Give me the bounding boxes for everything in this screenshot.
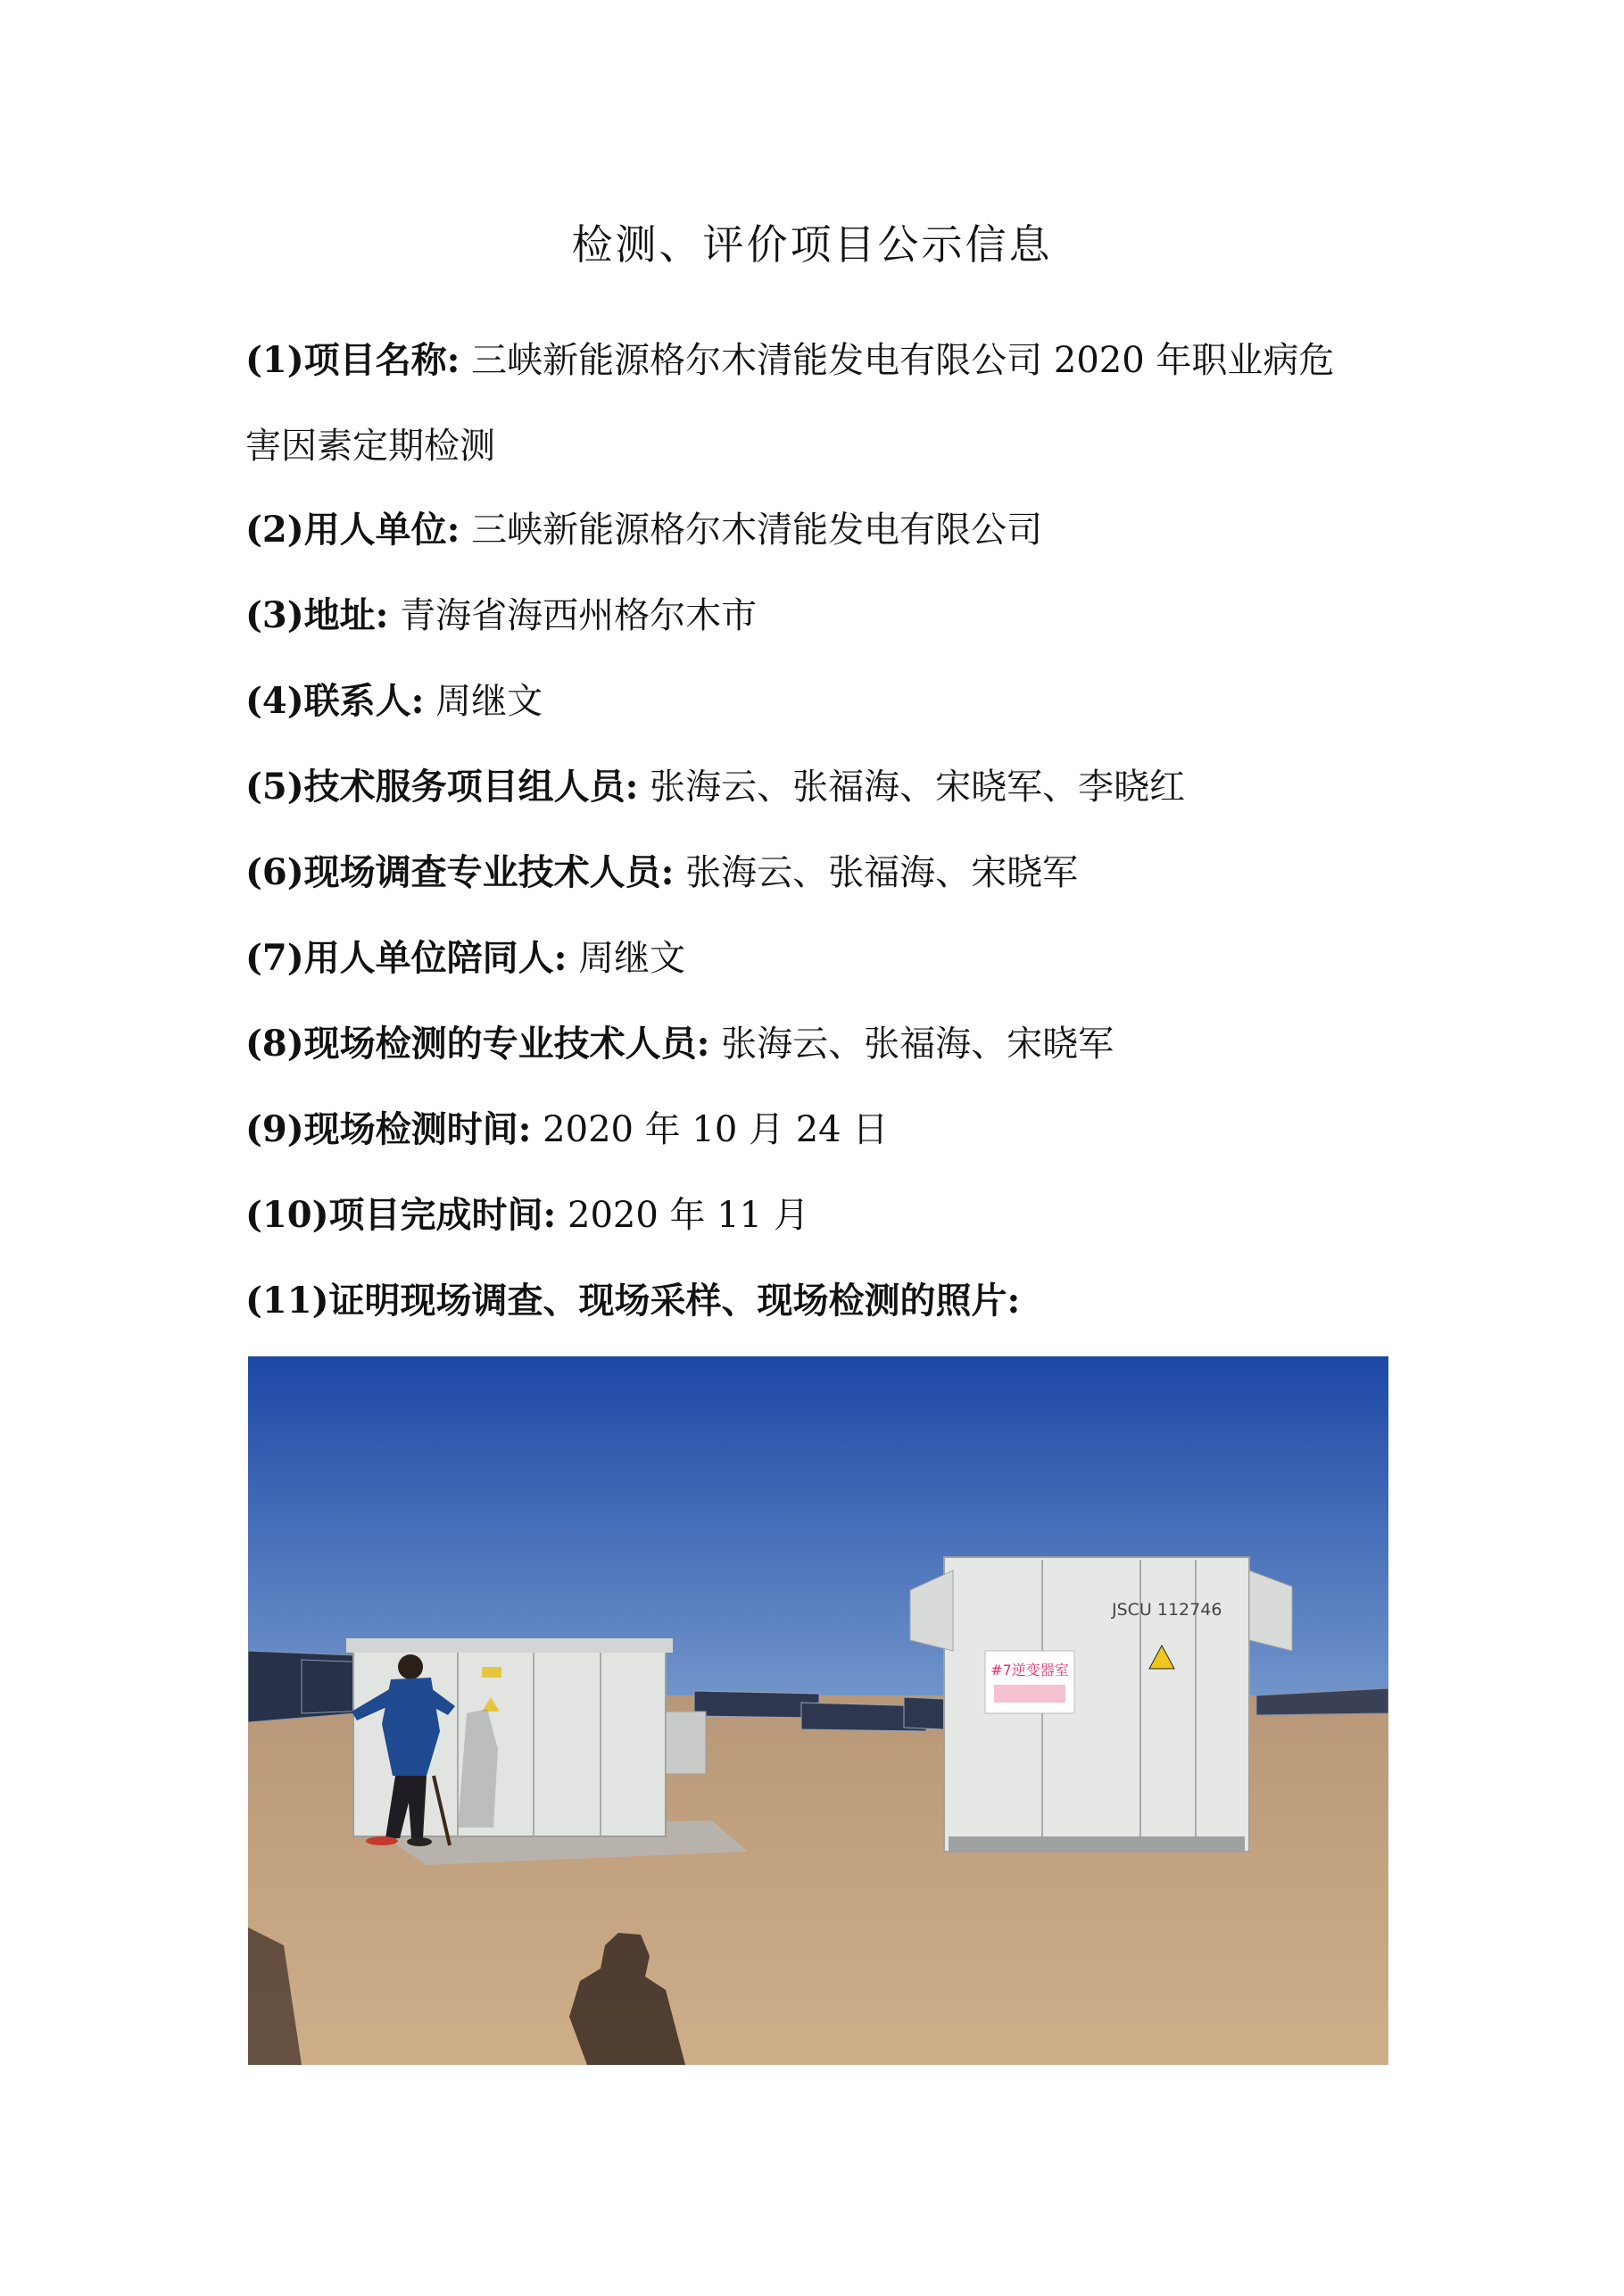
- inverter-container: [910, 1557, 1292, 1853]
- info-label: (1)项目名称:: [245, 339, 460, 381]
- info-value: 张海云、张福海、宋晓军: [685, 852, 1079, 893]
- page-title: 检测、评价项目公示信息: [571, 220, 1053, 269]
- info-label: (8)现场检测的专业技术人员:: [245, 1023, 710, 1065]
- warning-sign: [985, 1651, 1074, 1713]
- info-value: 张海云、张福海、宋晓军: [721, 1024, 1114, 1065]
- info-label: (5)技术服务项目组人员:: [245, 766, 639, 808]
- info-line-9: [245, 1108, 1388, 1151]
- container-code: JSCU 112746: [1112, 1600, 1222, 1620]
- info-value: 三峡新能源格尔木清能发电有限公司 2020 年职业病危: [471, 340, 1335, 381]
- info-line-6: [245, 851, 1388, 894]
- info-value: 害因素定期检测: [245, 426, 495, 467]
- info-line-5: [245, 766, 1388, 808]
- info-label: (9)现场检测时间:: [245, 1108, 532, 1150]
- info-line-2: [245, 509, 1388, 551]
- info-value: 三峡新能源格尔木清能发电有限公司: [471, 510, 1043, 551]
- info-label: (10)项目完成时间:: [245, 1194, 557, 1236]
- info-value: 周继文: [578, 938, 686, 979]
- info-label: (4)联系人:: [245, 680, 425, 722]
- info-line-4: [245, 680, 1388, 723]
- info-line-8: [245, 1023, 1388, 1065]
- info-label: (6)现场调查专业技术人员:: [245, 851, 675, 893]
- info-value: 张海云、张福海、宋晓军、李晓红: [650, 767, 1186, 808]
- info-value: 2020 年 11 月: [568, 1195, 809, 1236]
- info-line-11: [245, 1280, 1388, 1322]
- sign-text: #7逆变器室: [990, 1662, 1069, 1678]
- info-value: 2020 年 10 月 24 日: [543, 1109, 889, 1150]
- info-label: (11)证明现场调查、现场采样、现场检测的照片:: [245, 1280, 1021, 1322]
- info-label: (7)用人单位陪同人:: [245, 937, 568, 979]
- info-line-7: [245, 937, 1388, 980]
- info-label: (2)用人单位:: [245, 509, 460, 551]
- info-line-1: [245, 339, 1388, 382]
- info-line-10: [245, 1194, 1388, 1237]
- info-value: 周继文: [435, 681, 543, 722]
- info-value: 青海省海西州格尔木市: [400, 595, 758, 636]
- info-line-3: [245, 594, 1388, 637]
- info-label: (3)地址:: [245, 594, 389, 636]
- site-photo: [248, 1356, 1388, 2065]
- info-line-1-cont: [245, 425, 1388, 468]
